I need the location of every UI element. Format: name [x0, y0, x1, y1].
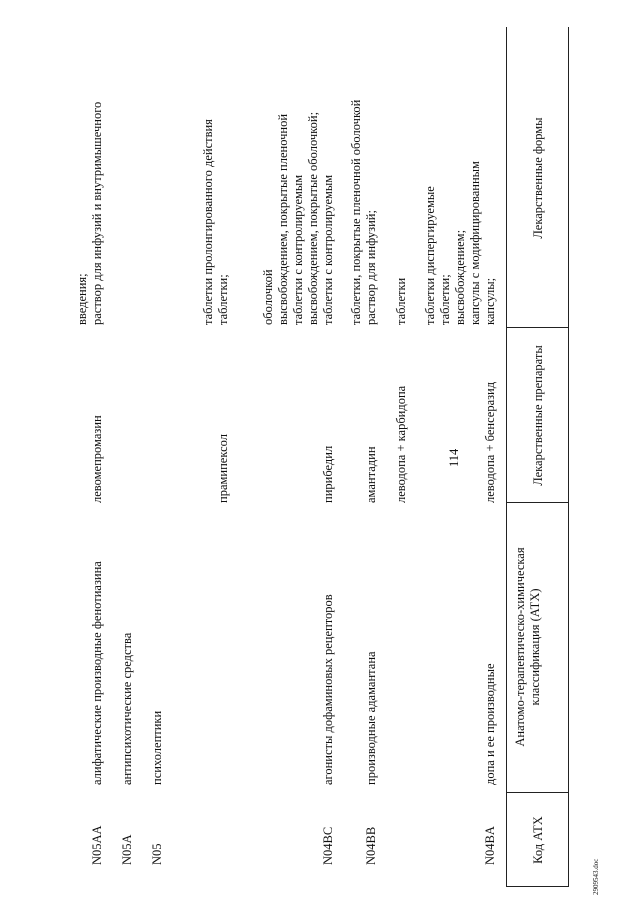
- row-form-line: таблетки;: [216, 274, 230, 325]
- row-form-line: таблетки диспергируемые: [423, 186, 437, 325]
- header-classification: Анатомо-терапевтическо-химическая классификация (АТХ): [513, 547, 542, 747]
- row-code: N05: [150, 843, 164, 865]
- row-class: алифатические производные фенотиазина: [90, 561, 104, 785]
- row-form-line: высвобождением;: [453, 229, 467, 325]
- row-drug: прамипексол: [216, 434, 230, 503]
- row-form-line: таблетки, покрытые пленочной оболочкой: [349, 99, 363, 325]
- row-form-line: таблетки: [394, 277, 408, 325]
- header-forms: Лекарственные формы: [531, 117, 545, 239]
- row-form-line: раствор для инфузий и внутримышечного: [90, 101, 104, 325]
- file-footer: 2909543.doc: [592, 858, 600, 895]
- row-form-line: введения;: [75, 273, 89, 325]
- row-class: производные адамантана: [364, 651, 378, 785]
- page-number: 114: [447, 448, 461, 467]
- row-drug: леводопа + бенсеразид: [483, 381, 497, 503]
- row-form-line: высвобождением, покрытые оболочкой;: [306, 111, 320, 325]
- row-drug: левомепромазин: [90, 415, 104, 503]
- row-form-line: таблетки с контролируемым: [291, 174, 305, 325]
- row-form-line: таблетки с контролируемым: [321, 174, 335, 325]
- row-form-line: таблетки пролонгированного действия: [201, 119, 215, 325]
- header-code: Код АТХ: [531, 816, 545, 864]
- row-form-line: таблетки;: [438, 274, 452, 325]
- row-form-line: раствор для инфузий;: [364, 210, 378, 325]
- row-drug: амантадин: [364, 446, 378, 503]
- row-drug: пирибедил: [321, 445, 335, 503]
- row-code: N04BB: [364, 826, 378, 865]
- row-class: допа и ее производные: [483, 663, 497, 785]
- row-class: антипсихотические средства: [120, 632, 134, 785]
- row-code: N05A: [120, 834, 134, 865]
- header-drugs: Лекарственные препараты: [531, 345, 545, 486]
- row-form-line: капсулы с модифицированным: [468, 161, 482, 325]
- row-form-line: оболочкой: [261, 269, 275, 325]
- table-top-border: [568, 27, 569, 887]
- row-class: агонисты дофаминовых рецепторов: [321, 594, 335, 785]
- header-bottom-border: [506, 27, 507, 887]
- row-form-line: капсулы;: [483, 277, 497, 325]
- row-class: психолептики: [150, 710, 164, 785]
- row-form-line: высвобождением, покрытые пленочной: [276, 113, 290, 325]
- row-code: N04BC: [321, 826, 335, 865]
- row-code: N04BA: [483, 826, 497, 865]
- row-drug: леводопа + карбидопа: [394, 385, 408, 503]
- row-code: N05AA: [90, 825, 104, 865]
